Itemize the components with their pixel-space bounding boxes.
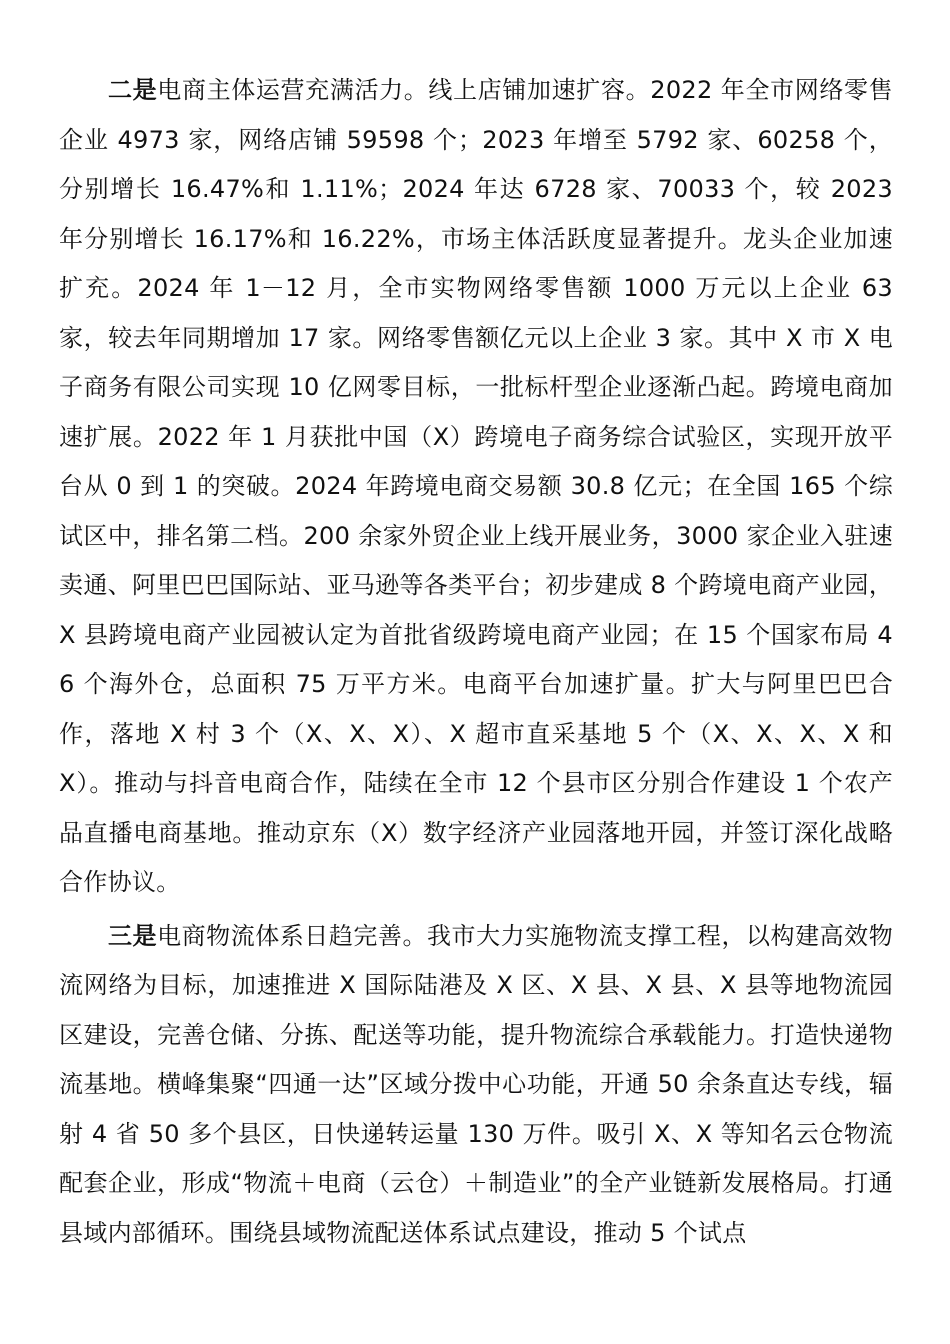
paragraph-lead: 三是: [108, 921, 158, 950]
paragraph-ecommerce-logistics: [59, 912, 893, 1259]
paragraph-lead: 二是: [108, 76, 158, 104]
paragraph-text: 电商物流体系日趋完善。我市大力实施物流支撑工程，以构建高效物流网络为目标，加速推进 X 国际陆港及 X 区、X 县、X 县、X 县等地物流园区建设，完善仓储、分拣、配送等功能，提升物流综合承载能力。打造快递物流基地。横峰集聚“四通一达”区域分拨中心功能，开通 50 余条直达专线，辐射 4 省 50 多个县区，日快递转运量 130 万件。吸引 X、X 等知名云仓物流配套企业，形成“物流＋电商（云仓）＋制造业”的全产业链新发展格局。打通县域内部循环。围绕县域物流配送体系试点建设，推动 5 个试点: [59, 921, 893, 1247]
paragraph-text: 电商主体运营充满活力。线上店铺加速扩容。2022 年全市网络零售企业 4973 家，网络店铺 59598 个；2023 年增至 5792 家、60258 个，分别增长 16.47%和 1.11%；2024 年达 6728 家、70033 个，较 2023 年分别增长 16.17%和 16.22%，市场主体活跃度显著提升。龙头企业加速扩充。2024 年 1－12 月，全市实物网络零售额 1000 万元以上企业 63 家，较去年同期增加 17 家。网络零售额亿元以上企业 3 家。其中 X 市 X 电子商务有限公司实现 10 亿网零目标，一批标杆型企业逐渐凸起。跨境电商加速扩展。2022 年 1 月获批中国（X）跨境电子商务综合试验区，实现开放平台从 0 到 1 的突破。2024 年跨境电商交易额 30.8 亿元；在全国 165 个综试区中，排名第二档。200 余家外贸企业上线开展业务，3000 家企业入驻速卖通、阿里巴巴国际站、亚马逊等各类平台；初步建成 8 个跨境电商产业园，X 县跨境电商产业园被认定为首批省级跨境电商产业园；在 15 个国家布局 46 个海外仓，总面积 75 万平方米。电商平台加速扩量。扩大与阿里巴巴合作，落地 X 村 3 个（X、X、X）、X 超市直采基地 5 个（X、X、X、X 和 X）。推动与抖音电商合作，陆续在全市 12 个县市区分别合作建设 1 个农产品直播电商基地。推动京东（X）数字经济产业园落地开园，并签订深化战略合作协议。: [59, 76, 893, 896]
document-page: [59, 66, 893, 1258]
paragraph-ecommerce-entities: [59, 66, 893, 908]
